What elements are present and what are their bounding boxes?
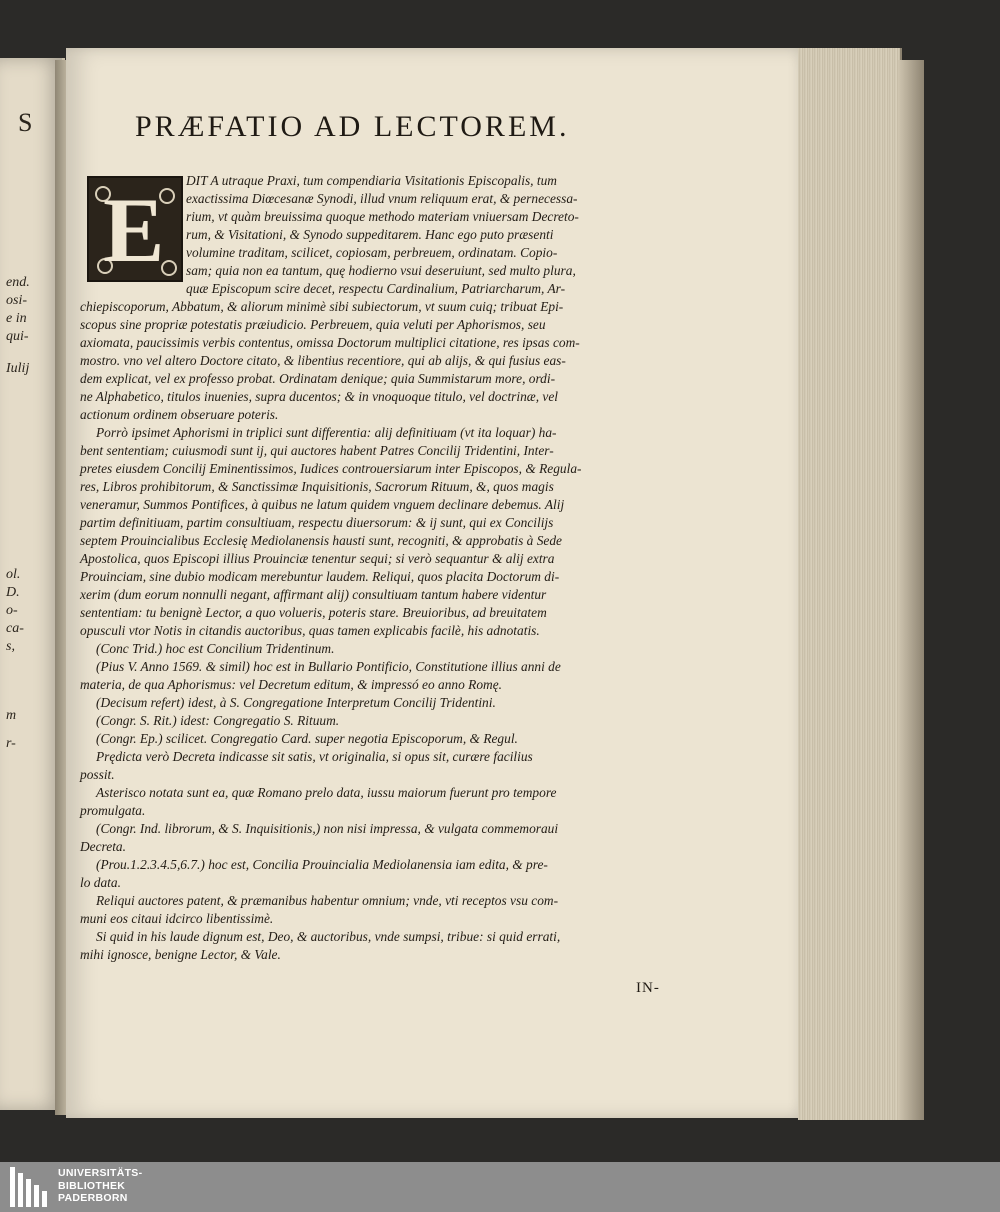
text-line: Decreta. xyxy=(80,839,126,854)
left-fragment: m xyxy=(6,708,17,723)
left-fragment: s, xyxy=(6,639,15,654)
left-fragment: end. xyxy=(6,275,30,290)
text-line: Asterisco notata sunt ea, quæ Romano prelo data, iussu maiorum fuerunt pro tempore xyxy=(96,785,557,800)
text-line: sententiam: tu benignè Lector, a quo volueris, poteris stare. Breuioribus, ad breuitatem xyxy=(80,605,547,620)
left-fragment: ol. xyxy=(6,567,21,582)
text-line: promulgata. xyxy=(80,803,146,818)
text-line: muni eos citaui idcirco libentissimè. xyxy=(80,911,274,926)
text-line: Reliqui auctores patent, & præmanibus habentur omnium; vnde, vti receptos vsu com- xyxy=(96,893,559,908)
text-line: exactissima Diœcesanæ Synodi, illud vnum reliquum erat, & pernecessa- xyxy=(186,191,578,206)
text-line: Porrò ipsimet Aphorismi in triplici sunt differentia: alij definitiuam (vt ita loquar) ha- xyxy=(96,425,557,440)
text-line: Prouinciam, sine dubio modicam merebuntur laudem. Reliqui, quos placita Doctorum di- xyxy=(80,569,560,584)
text-line: Prędicta verò Decreta indicasse sit satis, vt originalia, si opus sit, curære facilius xyxy=(96,749,533,764)
text-line: xerim (dum eorum nonnulli negant, affirmant alij) consultiuam tantum habere videntur xyxy=(80,587,547,602)
decorated-initial xyxy=(87,176,183,282)
library-logo-icon xyxy=(10,1167,50,1207)
text-line: DIT A utraque Praxi, tum compendiaria Visitationis Episcopalis, tum xyxy=(186,173,557,188)
text-line: dem explicat, vel ex professo probat. Ordinatam denique; quia Summistarum more, ordi- xyxy=(80,371,556,386)
left-fragment: qui- xyxy=(6,329,29,344)
page-edges-shadow xyxy=(898,60,924,1120)
text-line: quæ Episcopum scire decet, respectu Cardinalium, Patriarcharum, Ar- xyxy=(186,281,566,296)
left-fragment: osi- xyxy=(6,293,27,308)
text-line: (Decisum refert) idest, à S. Congregatione Interpretum Concilij Tridentini. xyxy=(96,695,496,710)
page-edges xyxy=(798,48,902,1120)
text-line: chiepiscoporum, Abbatum, & aliorum minimè sibi subiectorum, vt suum cuiq; tribuat Epi- xyxy=(80,299,564,314)
text-line: actionum ordinem obseruare poteris. xyxy=(80,407,279,422)
library-footer xyxy=(0,1162,1000,1212)
text-line: mostro. vno vel altero Doctore citato, & libentius recentiore, qui ab alijs, & qui fusius eas- xyxy=(80,353,566,368)
text-line: (Conc Trid.) hoc est Concilium Tridentinum. xyxy=(96,641,335,656)
text-line: opusculi vtor Notis in citandis auctoribus, quas tamen explicabis facilè, his adnotatis. xyxy=(80,623,540,638)
text-line: (Pius V. Anno 1569. & simil) hoc est in Bullario Pontificio, Constitutione illius anni de xyxy=(96,659,561,674)
text-line: (Prou.1.2.3.4.5,6.7.) hoc est, Concilia Prouincialia Mediolanensia iam edita, & pre- xyxy=(96,857,548,872)
text-line: volumine traditam, scilicet, copiosam, perbreuem, ordinatam. Copio- xyxy=(186,245,558,260)
text-line: axiomata, paucissimis verbis contentus, omissa Doctorum multiplici citatione, res ipsas com- xyxy=(80,335,580,350)
text-line: res, Libros prohibitorum, & Sanctissimæ Inquisitionis, Sacrorum Rituum, &, quos magis xyxy=(80,479,554,494)
text-line: bent sententiam; cuiusmodi sunt ij, qui auctores habent Patres Concilij Tridentini, Inter- xyxy=(80,443,554,458)
text-line: mihi ignosce, benigne Lector, & Vale. xyxy=(80,947,281,962)
library-name-line: UNIVERSITÄTS- xyxy=(58,1167,143,1179)
left-page-header: S xyxy=(18,108,35,137)
text-line: possit. xyxy=(80,767,115,782)
text-line: (Congr. S. Rit.) idest: Congregatio S. Rituum. xyxy=(96,713,340,728)
left-fragment: r- xyxy=(6,736,16,751)
catchword: IN- xyxy=(636,980,660,996)
text-line: Si quid in his laude dignum est, Deo, & auctoribus, vnde sumpsi, tribue: si quid errati, xyxy=(96,929,561,944)
left-fragment: e in xyxy=(6,311,27,326)
text-line: veneramur, Summos Pontifices, à quibus ne latum quidem vnguem declinare debemus. Alij xyxy=(80,497,565,512)
left-fragment: ca- xyxy=(6,621,24,636)
library-name-line: BIBLIOTHEK xyxy=(58,1179,126,1192)
text-line: (Congr. Ep.) scilicet. Congregatio Card. super negotia Episcoporum, & Regul. xyxy=(96,731,518,746)
library-name xyxy=(58,1167,142,1205)
text-line: lo data. xyxy=(80,875,121,890)
text-line: scopus sine propriæ potestatis præiudicio. Perbreuem, quia veluti per Aphorismos, seu xyxy=(80,317,546,332)
initial-letter: E xyxy=(103,179,165,281)
text-line: rum, & Visitationi, & Synodo suppeditarem. Hanc ego puto præsenti xyxy=(186,227,554,242)
text-line: rium, vt quàm breuissima quoque methodo materiam vniuersam Decreto- xyxy=(186,209,579,224)
left-fragment: Iulij xyxy=(6,361,30,376)
left-fragment: o- xyxy=(6,603,18,618)
text-line: materia, de qua Aphorismus: vel Decretum editum, & impressó eo anno Romę. xyxy=(80,677,502,692)
library-name-line: PADERBORN xyxy=(58,1192,128,1204)
page-title: PRÆFATIO AD LECTOREM. xyxy=(135,110,570,143)
text-line: pretes eiusdem Concilij Eminentissimos, Iudices controuersiarum inter Episcopos, & Regula- xyxy=(80,461,582,476)
text-line: septem Prouincialibus Ecclesię Mediolanensis hausti sunt, recogniti, & approbatis à Sede xyxy=(80,533,562,548)
text-line: partim definitiuam, partim consultiuam, respectu diuersorum: & ij sunt, qui ex Concilijs xyxy=(80,515,554,530)
text-line: ne Alphabetico, titulos inuenies, supra ducentos; & in vnoquoque titulo, vel doctrinæ, vel xyxy=(80,389,559,404)
text-line: sam; quia non ea tantum, quę hodierno vsui deseruiunt, sed multo plura, xyxy=(186,263,576,278)
text-line: (Congr. Ind. librorum, & S. Inquisitionis,) non nisi impressa, & vulgata commemoraui xyxy=(96,821,559,836)
text-line: Apostolica, quos Episcopi illius Prouinciæ tenentur sequi; si verò sequantur & alij extra xyxy=(80,551,555,566)
left-fragment: D. xyxy=(6,585,20,600)
